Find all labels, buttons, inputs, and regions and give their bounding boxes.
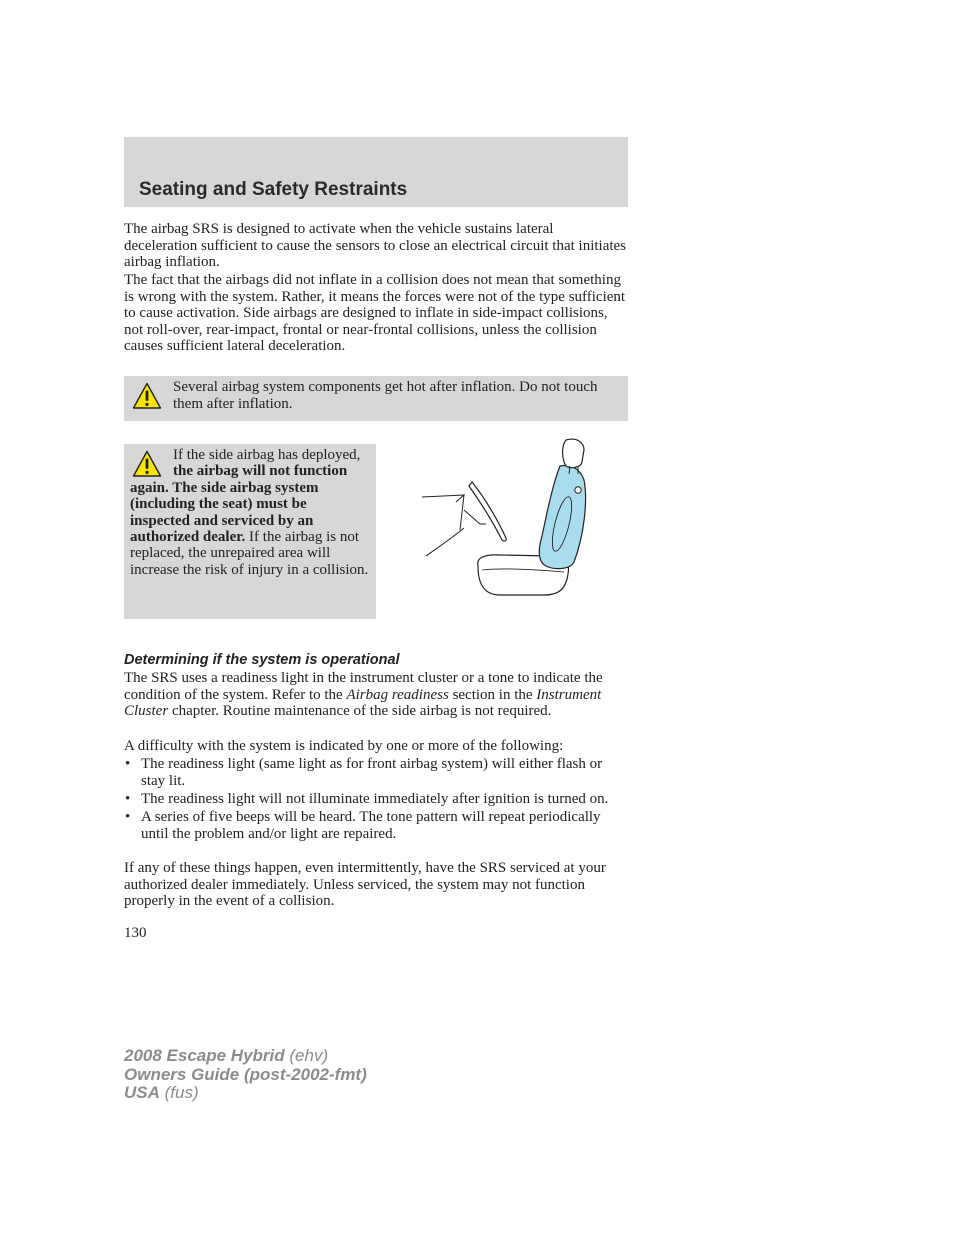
warning-side-airbag-deployed — [124, 444, 376, 619]
warning-text: If the side airbag has deployed, the airbag will not function again. The side airbag system (including the seat) must be inspected and serviced by an authorized dealer. If the airbag is not replaced, the unrepaired area will increase the risk of injury in a collision. — [130, 447, 369, 578]
list-item: • A series of five beeps will be heard. The tone pattern will repeat periodically until the problem and/or light are repaired. — [125, 808, 601, 842]
footer-line-market: USA (fus) — [124, 1083, 199, 1102]
footer-line-model: 2008 Escape Hybrid (ehv) — [124, 1046, 329, 1065]
side-airbag-seat-illustration — [420, 438, 600, 600]
warning-text: Several airbag system components get hot after inflation. Do not touch them after inflation. — [173, 379, 598, 412]
bullet-marker: • — [125, 756, 131, 772]
document-footer — [124, 1047, 367, 1103]
page-title: Seating and Safety Restraints — [139, 179, 408, 200]
bullet-marker: • — [125, 790, 131, 807]
footer-line-guide: Owners Guide (post-2002-fmt) — [124, 1064, 367, 1084]
list-item: • The readiness light will not illuminate immediately after ignition is turned on. — [125, 790, 609, 807]
paragraph-readiness: The SRS uses a readiness light in the instrument cluster or a tone to indicate the condition of the system. Refer to the Airbag readiness section in the Instrument Cluster chapter. Routine maintenance of the side airbag is not required. — [124, 670, 603, 720]
page-number: 130 — [124, 925, 147, 941]
list-item: • The readiness light (same light as for front airbag system) will either flash or stay lit. — [125, 756, 603, 789]
bullet-marker: • — [125, 808, 131, 825]
symptom-list — [124, 756, 628, 844]
warning-triangle-icon — [132, 382, 162, 414]
warning-hot-components — [124, 376, 628, 421]
paragraph-closing: If any of these things happen, even intermittently, have the SRS serviced at your authorized dealer immediately. Unless serviced, the system may not function properly in the event of a collision. — [124, 860, 606, 910]
paragraph-activation: The airbag SRS is designed to activate when the vehicle sustains lateral deceleration sufficient to cause the sensors to close an electrical circuit that initiates airbag inflation. — [124, 221, 627, 271]
paragraph-difficulty-lead: A difficulty with the system is indicated by one or more of the following: — [124, 738, 564, 754]
paragraph-no-inflation: The fact that the airbags did not inflate in a collision does not mean that something is wrong with the system. Rather, it means the forces were not of the type sufficient to cause activation. Side airbags are designed to inflate in side-impact collisions, not roll-over, rear-impact, frontal or near-frontal collisions, unless the collision causes sufficient lateral deceleration. — [124, 272, 626, 355]
header-band — [124, 137, 628, 207]
section-subheading: Determining if the system is operational — [124, 652, 400, 668]
